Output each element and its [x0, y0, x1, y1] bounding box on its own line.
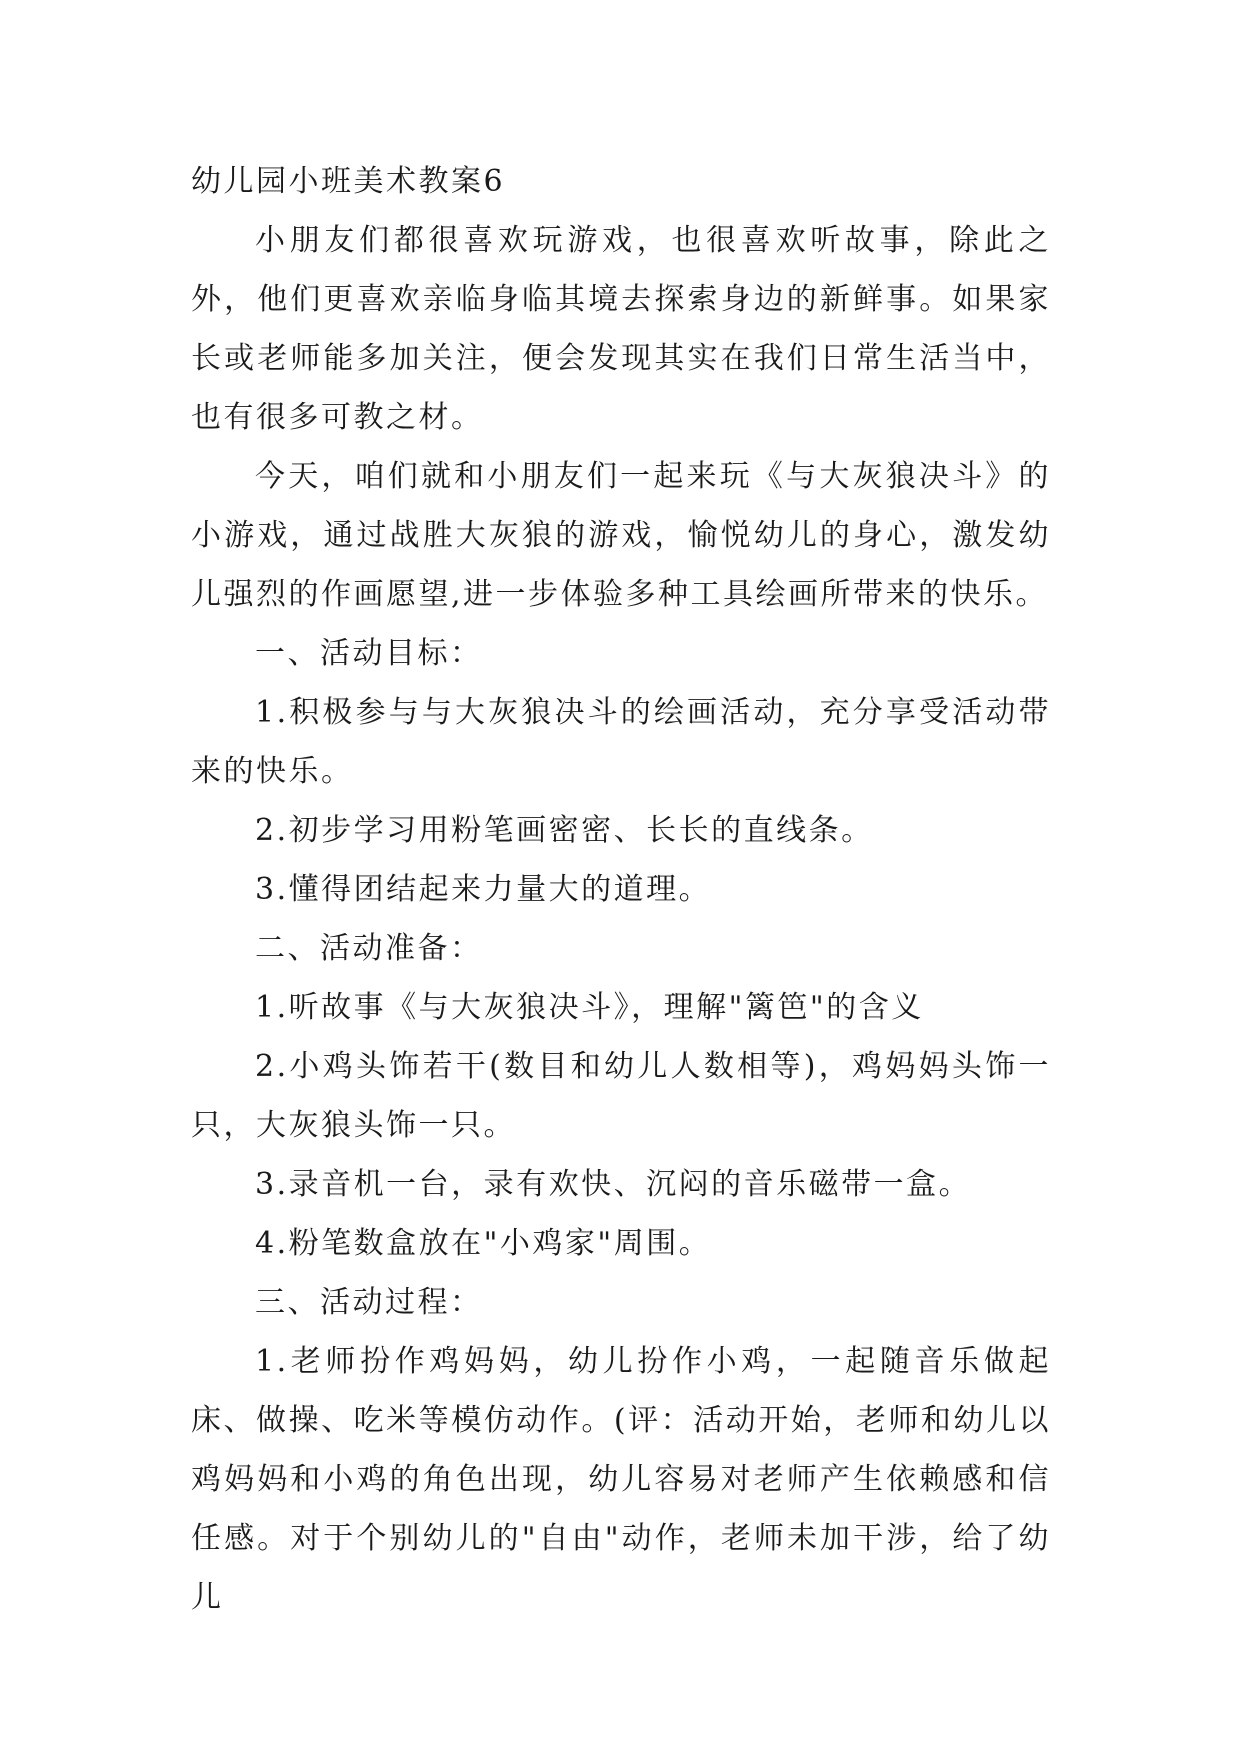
section-heading-goals: 一、活动目标： [255, 636, 483, 671]
process-item-1: 1.老师扮作鸡妈妈，幼儿扮作小鸡，一起随音乐做起床、做操、吃米等模仿动作。(评：活动开始，老师和幼儿以鸡妈妈和小鸡的角色出现，幼儿容易对老师产生依赖感和信任感。对于个别幼儿的"自由"动作，老师未加干涉，给了幼儿 [191, 1344, 1051, 1615]
preparation-item-2: 2.小鸡头饰若干(数目和幼儿人数相等)，鸡妈妈头饰一只，大灰狼头饰一只。 [191, 1049, 1051, 1143]
document-title: 幼儿园小班美术教案6 [191, 164, 506, 199]
preparation-item-4: 4.粉笔数盒放在"小鸡家"周围。 [255, 1226, 712, 1261]
paragraph-intro-1: 小朋友们都很喜欢玩游戏，也很喜欢听故事，除此之外，他们更喜欢亲临身临其境去探索身边的新鲜事。如果家长或老师能多加关注，便会发现其实在我们日常生活当中，也有很多可教之材。 [191, 223, 1051, 435]
section-heading-process: 三、活动过程： [255, 1285, 483, 1320]
document-page [191, 152, 1051, 1627]
goal-item-1: 1.积极参与与大灰狼决斗的绘画活动，充分享受活动带来的快乐。 [191, 695, 1051, 789]
preparation-item-1: 1.听故事《与大灰狼决斗》，理解"篱笆"的含义 [255, 990, 924, 1025]
preparation-item-3: 3.录音机一台，录有欢快、沉闷的音乐磁带一盒。 [255, 1167, 972, 1202]
paragraph-intro-2: 今天，咱们就和小朋友们一起来玩《与大灰狼决斗》的小游戏，通过战胜大灰狼的游戏，愉悦幼儿的身心，激发幼儿强烈的作画愿望,进一步体验多种工具绘画所带来的快乐。 [191, 459, 1051, 612]
goal-item-3: 3.懂得团结起来力量大的道理。 [255, 872, 712, 907]
goal-item-2: 2.初步学习用粉笔画密密、长长的直线条。 [255, 813, 874, 848]
section-heading-preparation: 二、活动准备： [255, 931, 483, 966]
